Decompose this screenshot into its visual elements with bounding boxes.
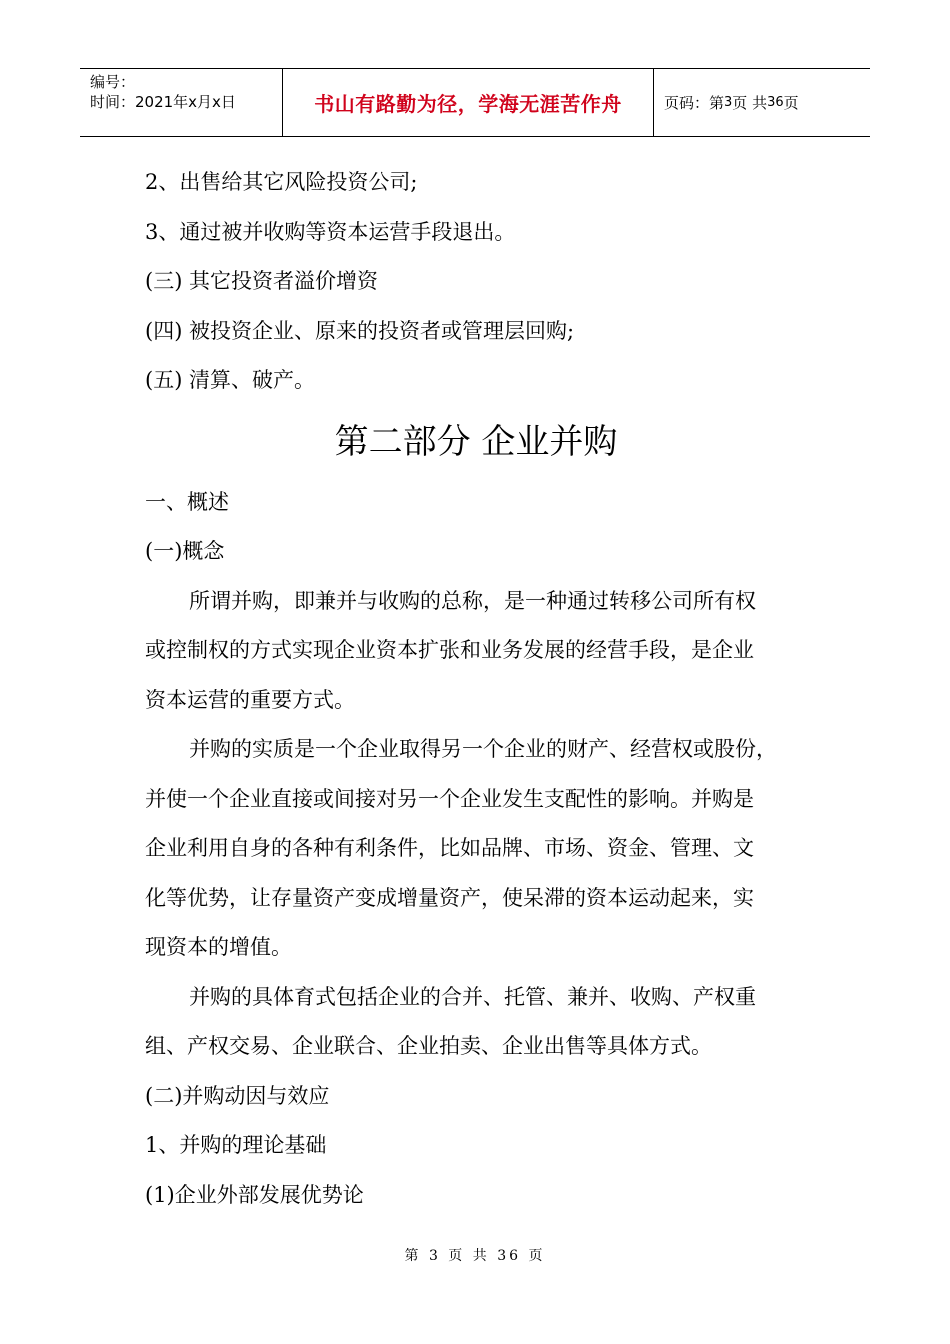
page-prefix: 页码：第 (664, 94, 725, 112)
paragraph-line: 并使一个企业直接或间接对另一个企业发生支配性的影响。并购是 (145, 786, 754, 811)
paragraph-line: 所谓并购，即兼并与收购的总称，是一种通过转移公司所有权 (189, 588, 756, 613)
paragraph-line: 或控制权的方式实现企业资本扩张和业务发展的经营手段，是企业 (145, 638, 754, 662)
header-motto: 书山有路勤为径，学海无涯苦作舟 (282, 69, 654, 136)
page-total: 36 (767, 95, 784, 110)
list-item: (三) 其它投资者溢价增资 (145, 269, 379, 293)
header-meta (80, 69, 282, 136)
list-item: 1、并购的理论基础 (145, 1133, 327, 1157)
list-item: 2、出售给其它风险投资公司; (145, 170, 418, 194)
paragraph-line: 现资本的增值。 (145, 935, 292, 959)
header-page-info (654, 69, 870, 136)
paragraph-line: 并购的具体育式包括企业的合并、托管、兼并、收购、产权重 (189, 984, 756, 1009)
subheading: (一)概念 (145, 539, 225, 563)
subheading: (二)并购动因与效应 (145, 1083, 330, 1108)
paragraph-line: 并购的实质是一个企业取得另一个企业的财产、经营权或股份， (189, 737, 777, 761)
document-time: 时间：2021年x月x日 (90, 93, 236, 111)
page-mid: 页 共 (732, 94, 768, 112)
page-header (80, 68, 870, 137)
document-number-label: 编号： (90, 73, 136, 91)
list-item: (四) 被投资企业、原来的投资者或管理层回购; (145, 318, 575, 343)
section-title: 第二部分 企业并购 (334, 421, 618, 462)
page-number: 3 (724, 95, 733, 110)
page-suffix: 页 (783, 94, 799, 112)
paragraph-line: 化等优势，让存量资产变成增量资产，使呆滞的资本运动起来，实 (145, 885, 754, 910)
list-item: 3、通过被并收购等资本运营手段退出。 (145, 219, 516, 244)
paragraph-line: 企业利用自身的各种有利条件，比如品牌、市场、资金、管理、文 (145, 836, 754, 860)
page-footer: 第 3 页 共 36 页 (404, 1248, 546, 1264)
document-body (145, 158, 807, 1220)
paragraph-line: 资本运营的重要方式。 (145, 687, 355, 712)
list-item: (1)企业外部发展优势论 (145, 1182, 364, 1207)
heading: 一、概述 (145, 489, 229, 514)
paragraph-line: 组、产权交易、企业联合、企业拍卖、企业出售等具体方式。 (145, 1034, 712, 1058)
list-item: (五) 清算、破产。 (145, 368, 316, 392)
